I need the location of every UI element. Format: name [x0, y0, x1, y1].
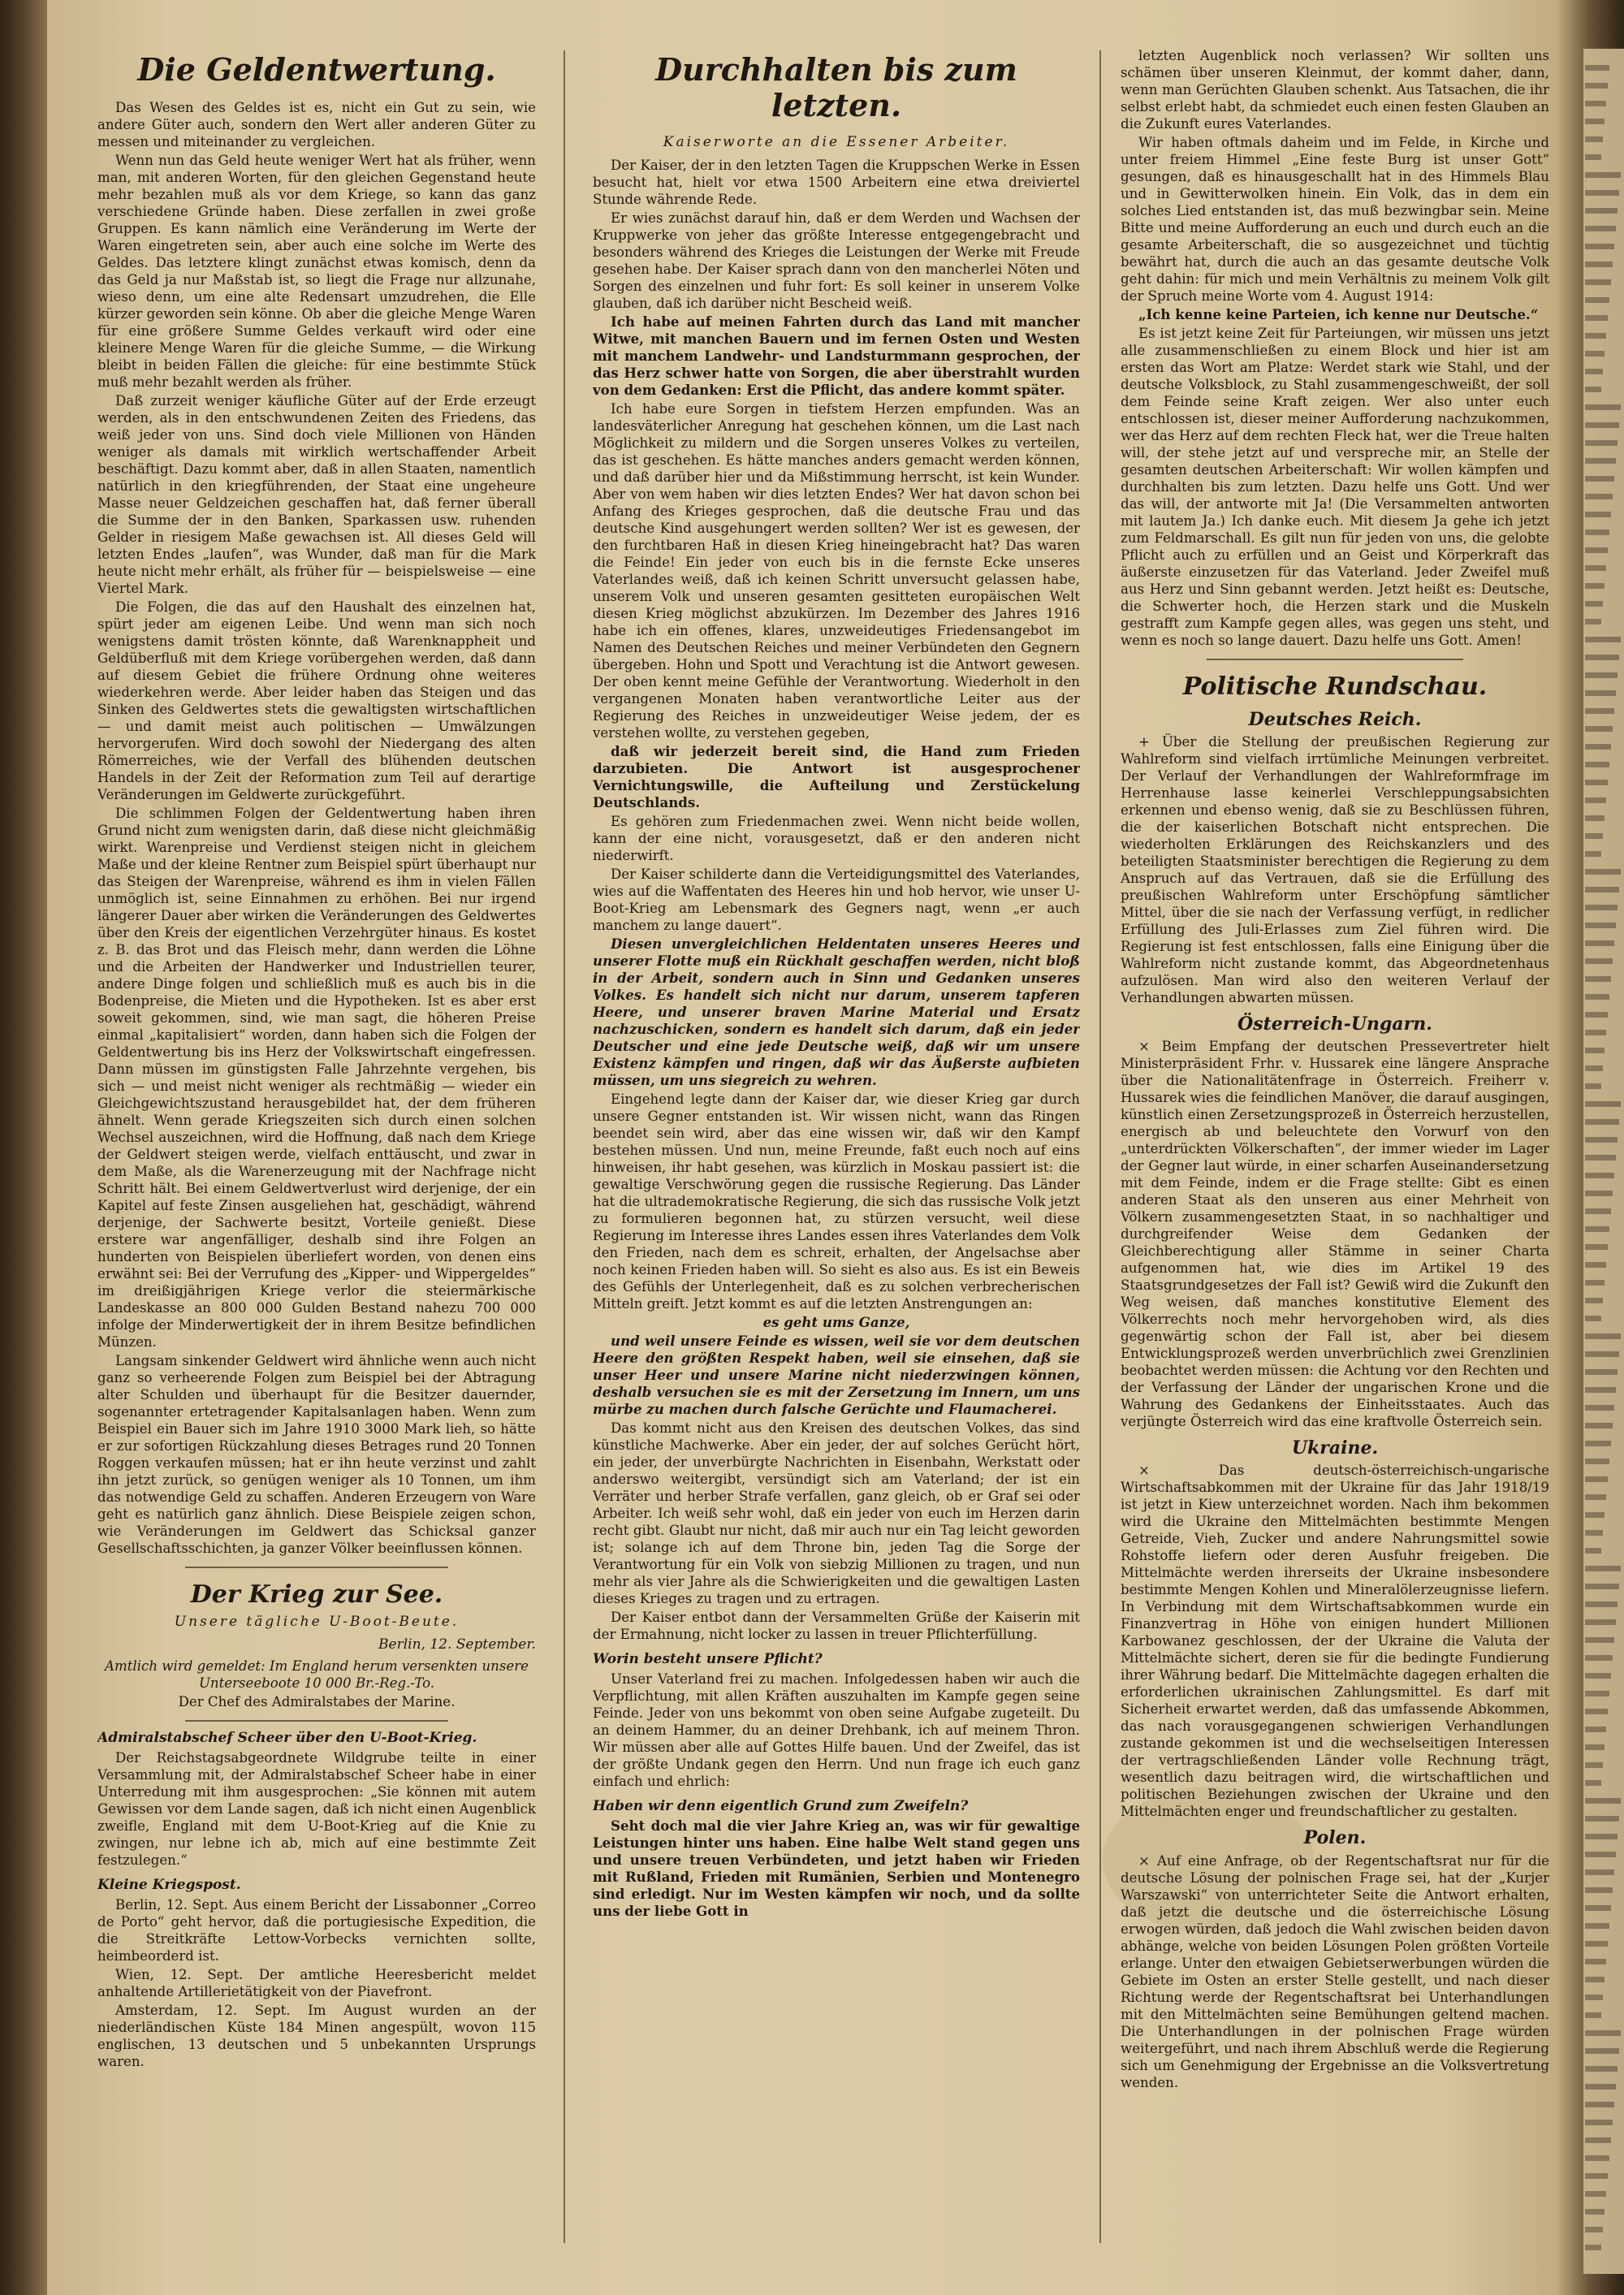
adjacent-page-text-line	[1585, 1887, 1613, 1893]
article-paragraph: Ich habe auf meinen Fahrten durch das Land mit mancher Witwe, mit manchen Bauern und im fernen Osten und Westen mit manchem Landwehr- und Landsturmmann gesprochen, der das Herz schwer hatte von Sorgen, die aber überstrahlt wurden von dem Gedanken: Erst die Pflicht, das andere kommt später.	[593, 313, 1080, 399]
dateline: Berlin, 12. September.	[378, 1636, 536, 1653]
adjacent-page-text-line	[1585, 1441, 1611, 1446]
adjacent-page-text-line	[1585, 1548, 1601, 1554]
adjacent-page-text-line	[1585, 1601, 1618, 1607]
adjacent-page-text-line	[1585, 2066, 1618, 2072]
column-right	[1121, 47, 1549, 2272]
adjacent-page-text-line	[1585, 869, 1621, 875]
adjacent-page-text-line	[1585, 1298, 1603, 1303]
adjacent-page-text-line	[1585, 1637, 1614, 1643]
adjacent-page-text-line	[1585, 512, 1611, 517]
adjacent-page-text-line	[1585, 940, 1614, 946]
article-paragraph: Der Kaiser schilderte dann die Verteidigungsmittel des Vaterlandes, wies auf die Waffentaten des Heeres hin und hob hervor, wie unser U-Boot-Krieg am Lebensmark des Gegners nagt, wenn „er auch manchem zu lange dauert“.	[593, 867, 1080, 934]
article-paragraph: daß wir jederzeit bereit sind, die Hand zum Frieden darzubieten. Die Antwort ist ausgesprochener Vernichtungswille, die Aufteilung und Zerstückelung Deutschlands.	[593, 743, 1080, 811]
adjacent-page-text-line	[1585, 404, 1621, 410]
article-paragraph: Es gehören zum Friedenmachen zwei. Wenn nicht beide wollen, kann der eine nicht, vorausgesetzt, daß er den anderen nicht niederwirft.	[593, 814, 1080, 864]
adjacent-page-text-line	[1585, 708, 1614, 714]
adjacent-page-text-line	[1585, 65, 1609, 71]
adjacent-page-text-line	[1585, 2191, 1606, 2197]
adjacent-page-text-line	[1585, 1995, 1603, 2000]
adjacent-page-text-line	[1585, 1316, 1601, 1321]
adjacent-page-text-line	[1585, 905, 1618, 910]
book-binding-left	[0, 0, 47, 2295]
adjacent-page-text-line	[1585, 1476, 1608, 1482]
article-paragraph: Wir haben oftmals daheim und im Felde, in Kirche und unter freiem Himmel „Eine feste Burg ist unser Gott“ gesungen, daß es hinausgeschallt hat in des Himmels Blau und in Gewitterwolken hinein. Ein Volk, das in dem ein solches Lied entstanden ist, das muß bezwingbar sein. Meine Bitte und meine Aufforderung an euch und durch euch an die gesamte Arbeiterschaft, die so ausgezeichnet und tüchtig bewährt hat, durch die auch an das gesamte deutsche Volk geht dahin: für mich und mein Verhältnis zu meinem Volk gilt der Spruch meine Worte vom 4. August 1914:	[1121, 135, 1549, 304]
section-divider	[1207, 659, 1464, 660]
adjacent-page-text-line	[1585, 1959, 1606, 1964]
article-paragraph: Der Chef des Admiralstabes der Marine.	[178, 1694, 456, 1710]
adjacent-page-text-line	[1585, 261, 1613, 267]
adjacent-page-text-line	[1585, 351, 1605, 357]
article-paragraph: × Beim Empfang der deutschen Pressevertreter hielt Ministerpräsident Frhr. v. Hussarek eine längere Ansprache über die Nationalitätenfrage in Österreich. Freiherr v. Hussarek wies die feindlichen Manöver, die darauf ausgingen, künstlich einen Zersetzungsprozeß in Österreich herzustellen, energisch ab und beleuchtete den Vorwurf von den „unterdrückten Völkerschaften“, der immer wieder im Lager der Gegner laut würde, in einer scharfen Auseinandersetzung mit dem Feinde, indem er die Frage stellte: Gibt es einen anderen Staat als den unseren aus einer Mehrheit von Völkern zusammengesetzten Staat, in so nachhaltiger und durchgreifender Weise dem Gedanken der Gleichberechtigung aller Stämme in seiner Charta aufgenommen hat, wie dies im Artikel 19 des Staatsgrundgesetzes der Fall ist? Gewiß wird die Zukunft den Weg weisen, daß manches konstitutive Element des Völkerrechts noch mehr hervorgehoben wird, als dies gegenwärtig schon der Fall ist, aber bei diesem Entwicklungsprozeß werden unverbrüchlich zwei Grenzlinien beobachtet werden müssen: die Achtung vor den Rechten und der Verfassung der Länder der ungarischen Krone und die Wahrung des Gedankens der Einheitsstaates. Auch das verjüngte Österreich wird das eine kraftvolle Österreich sein.	[1121, 1039, 1549, 1430]
adjacent-page-text-line	[1585, 994, 1609, 1000]
headline-ukraine: Ukraine.	[1291, 1437, 1379, 1459]
article-paragraph: Wenn nun das Geld heute weniger Wert hat als früher, wenn man, mit anderen Worten, für den gleichen Gegenstand heute mehr bezahlen muß als vor dem Kriege, so kann das ganz verschiedene Gründe haben. Diese zerfallen in zwei große Gruppen. Es kann nämlich eine Veränderung im Werte der Waren eingetreten sein, aber auch eine solche im Werte des Geldes. Das letztere klingt zunächst etwas komisch, denn da das Geld ja nur Maßstab ist, so liegt die Frage nur allzunahe, wieso denn, um eine alte Redensart umzudrehen, die Elle kürzer geworden sein könne. Ob aber die gleiche Menge Waren für eine größere Summe Geldes verkauft wird oder eine kleinere Menge Waren für die gleiche Summe, — die Wirkung bleibt in beiden Fällen die gleiche: für eine bestimmte Stück muß mehr bezahlt werden als früher.	[97, 152, 536, 390]
article-paragraph: Er wies zunächst darauf hin, daß er dem Werden und Wachsen der Kruppwerke von jeher das größte Interesse entgegengebracht und besonders während des Krieges die Leistungen der Werke mit Freude gesehen habe. Der Kaiser sprach dann von den mancherlei Nöten und Sorgen des einzelnen und fuhr fort: Es soll keiner in unserem Volke glauben, daß ich darüber nicht Bescheid weiß.	[593, 210, 1080, 312]
adjacent-page-text-line	[1585, 458, 1616, 464]
adjacent-page-text-line	[1585, 1012, 1608, 1018]
adjacent-page-text-line	[1585, 1065, 1603, 1071]
adjacent-page-text-line	[1585, 690, 1616, 696]
article-paragraph: × Auf eine Anfrage, ob der Regentschaftsrat nur für die deutsche Lösung der polnischen Frage sei, hat der „Kurjer Warszawski“ von unterrichteter Seite die Antwort erhalten, daß jetzt die deutsche und die österreichische Lösung erwogen würden, daß jedoch die Wahl zwischen beiden davon abhänge, welche von beiden Lösungen Polen größten Vorteile erlange. Unter den etwaigen Gebietserwerbungen würden die Gebiete im Osten an erster Stelle gestellt, und nach dieser Richtung werde der Regentschaftsrat bei Unterhandlungen mit den Mittelmächten seine Bemühungen geltend machen. Die Unterhandlungen in der polnischen Frage würden weitergeführt, und nach ihrem Abschluß werde die Regierung sich um Genehmigung der Ergebnisse an die Volksvertretung wenden.	[1121, 1852, 1549, 2090]
adjacent-page-text-line	[1585, 1083, 1601, 1089]
article-paragraph: Der Reichstagsabgeordnete Wildgrube teilte in einer Versammlung mit, der Admiralstabschef Scheer habe in einer Unterredung mit ihm ausgesprochen: „Sie können mit autem Gewissen vor dem Lande sagen, daß ich nicht einen Augenblick zweifle, England mit dem U-Boot-Krieg auf die Knie zu zwingen, nur lebne ich ab, mich auf eine bestimmte Zeit festzulegen.“	[97, 1750, 536, 1869]
adjacent-page-text-line	[1585, 815, 1605, 821]
adjacent-page-text-line	[1585, 1923, 1609, 1929]
adjacent-page-text-line	[1585, 476, 1614, 482]
adjacent-page-text-line	[1585, 1762, 1603, 1768]
adjacent-page-text-line	[1585, 2012, 1601, 2018]
adjacent-page-text-line	[1585, 1584, 1619, 1589]
adjacent-page-text-line	[1585, 565, 1606, 571]
article-paragraph: Das kommt nicht aus den Kreisen des deutschen Volkes, das sind künstliche Machwerke. Aber ein jeder, der auf solches Gerücht hört, ein jeder, der unverbürgte Nachrichten in Eisenbahn, Werkstatt oder anderswo weitergibt, versündigt sich am Vaterland; der ist ein Verräter und herber Strafe verfallen, ganz gleich, ob er Graf sei oder Arbeiter. Ich weiß sehr wohl, daß ein jeder von euch im Herzen darin recht gibt. Glaubt nur nicht, daß mir auch nur ein Tag leicht geworden ist; solange ich auf dem Throne bin, jeden Tag die Sorge der Verantwortung für ein Volk von siebzig Millionen zu tragen, und nun mehr als vier Jahre als die Schwierigkeiten und die gewaltigen Lasten dieses Krieges zu tragen und zu ertragen.	[593, 1420, 1080, 1607]
adjacent-page-text-line	[1585, 1333, 1621, 1339]
article-paragraph: Die schlimmen Folgen der Geldentwertung haben ihren Grund nicht zum wenigsten darin, daß diese nicht gleichmäßig wirkt. Warenpreise und Verdienst steigen nicht in gleichem Maße und der kleine Rentner zum Beispiel spürt überhaupt nur das Steigen der Warenpreise, während es ihm in vielen Fällen unmöglich ist, seine Einnahmen zu erhöhen. Bei nur irgend längerer Dauer aber wirken die Veränderungen des Geldwertes über den Kreis der eigentlichen Verzehrgüter hinaus. Es kostet z. B. das Brot und das Fleisch mehr, dann werden die Löhne und die Arbeiten der Handwerker und Industriellen teurer, andere Dinge folgen und schließlich muß es auch bis in die Bodenpreise, die Mieten und die Hypotheken. Ist es aber erst soweit gekommen, sind, wie man sagt, die höheren Preise einmal „kapitalisiert“ worden, dann haben sich die Folgen der Geldentwertung bis ins Herz der Volkswirtschaft eingefressen. Dann müssen im günstigsten Falle Jahrzehnte vergehen, bis sich — und meist nicht weniger als rechtmäßig — wieder ein Gleichgewichtszustand herausgebildet hat, der dem früheren ähnelt. Wenn gerade Kriegszeiten sich durch einen solchen Wechsel auszeichnen, wird die Hoffnung, daß nach dem Kriege der Geldwert steigen werde, vielfach enttäuscht, und zwar in dem Maße, als die Warenerzeugung mit der Nachfrage nicht Schritt hält. Bei einem Geldwertverlust wird derjenige, der ein Kapitel auf feste Zinsen ausgeliehen hat, geschädigt, während derjenige, der Sachwerte besitzt, Vorteile genießt. Diese erstere war angenfälliger, deshalb sind ihre Folgen an hunderten von Beispielen überliefert worden, von denen eins erwähnt sei: Bei der Verrufung des „Kipper- und Wippergeldes“ im dreißigjährigen Kriege verlor die steiermärkische Landeskasse an 800 000 Gulden Bestand nahezu 700 000 infolge der Minderwertigkeit der in ihrem Besitze befindlichen Münzen.	[97, 805, 536, 1350]
adjacent-page-text-line	[1585, 1798, 1621, 1804]
adjacent-page-text-line	[1585, 2209, 1605, 2215]
headline-deutsches-reich: Deutsches Reich.	[1248, 708, 1422, 730]
adjacent-page-text-line	[1585, 619, 1601, 625]
adjacent-page-text-line	[1585, 1226, 1609, 1232]
adjacent-page-text-line	[1585, 672, 1618, 678]
adjacent-page-text-line	[1585, 1244, 1608, 1250]
adjacent-page-text-line	[1585, 1780, 1601, 1786]
section-heading: Kleine Kriegspost.	[97, 1877, 241, 1894]
adjacent-page-text-line	[1585, 333, 1606, 339]
adjacent-page-text-line	[1585, 958, 1613, 964]
adjacent-page-text-line	[1585, 1869, 1614, 1875]
adjacent-page-text-line	[1585, 494, 1613, 499]
adjacent-page-text-line	[1585, 1673, 1611, 1679]
adjacent-page-text-line	[1585, 279, 1611, 285]
adjacent-page-text-line	[1585, 136, 1603, 142]
section-divider	[185, 1567, 448, 1568]
adjacent-page-text-line	[1585, 1173, 1614, 1178]
subheadline: Unsere tägliche U-Boot-Beute.	[174, 1614, 460, 1631]
article-paragraph: × Das deutsch-österreichisch-ungarische Wirtschaftsabkommen mit der Ukraine für das Jahr 1918/19 ist jetzt in Kiew unterzeichnet worden. Nach ihm bekommen wird die Ukraine den Mittelmächten bestimmte Mengen Getreide, Vieh, Zucker und andere Nahrungsmittel sowie Rohstoffe liefern oder deren Ausfuhr freigeben. Die Mittelmächte werden ihrerseits der Ukraine insbesondere bestimmte Mengen Kohlen und Mineralölerzeugnisse liefern. In Verbindung mit dem Wirtschaftsabkommen wurde ein Finanzvertrag in Höhe von einigen hundert Millionen Karbowanez geschlossen, der der Ukraine die Valuta der Mittelmächte sichert, deren sie für die bedingte Fundierung ihrer Währung bedarf. Die Mittelmächte dagegen erhalten die erforderlichen ukrainischen Zahlungsmittel. Es darf mit Sicherheit erwartet werden, daß das umfassende Abkommen, das nach vorausgegangenen schwierigen Verhandlungen zustande gekommen ist und die wechselseitigen Interessen der vertragschließenden Länder volle Rechnung trägt, wesentlich dazu beitragen wird, die wirtschaftlichen und politischen Beziehungen zwischen der Ukraine und den Mittelmächten enger und freundschaftlicher zu gestalten.	[1121, 1463, 1549, 1820]
adjacent-page-text-line	[1585, 1191, 1613, 1196]
article-paragraph: Berlin, 12. Sept. Aus einem Bericht der Lissabonner „Correo de Porto“ geht hervor, daß die portugiesische Expedition, die die Streitkräfte Lettow-Vorbecks vernichten sollte, heimbeorderd ist.	[97, 1897, 536, 1964]
adjacent-page-text-line	[1585, 2120, 1613, 2125]
adjacent-page-text-line	[1585, 297, 1609, 303]
adjacent-page-text-line	[1585, 1101, 1621, 1107]
article-paragraph: Die Folgen, die das auf den Haushalt des einzelnen hat, spürt jeder am eigenen Leibe. Und wenn man sich noch wenigstens damit trösten könnte, daß Warenknappheit und Geldüberfluß mit dem Kriege vorübergehen werden, daß dann auf diesem Gebiet die frühere Ordnung ohne weiteres wiederkehren werde. Aber leider haben das Steigen und das Sinken des Geldwertes stets die gewaltigsten wirtschaftlichen — und damit meist auch politischen — Umwälzungen hervorgerufen. Wird doch sowohl der Niedergang des alten Römerreiches, wie der Verfall des blühenden deutschen Handels in der Zeit der Reformation zum Teil auf derartige Veränderungen im Geldwerte zurückgeführt.	[97, 599, 536, 802]
adjacent-page-text-line	[1585, 1048, 1605, 1053]
adjacent-page-text-line	[1585, 1459, 1609, 1464]
adjacent-page-text-line	[1585, 1941, 1608, 1947]
adjacent-page-text-line	[1585, 1566, 1621, 1571]
column-rule	[1099, 50, 1101, 2243]
article-paragraph: letzten Augenblick noch verlassen? Wir sollten uns schämen über unseren Kleinmut, der kommt daher, dann, wenn man Gerüchten Glauben schenkt. Aus Tatsachen, die ihr selbst erlebt habt, da schmiedet euch einen festen Glauben an die Zukunft eures Vaterlandes.	[1121, 48, 1549, 132]
adjacent-page-text-line	[1585, 851, 1601, 857]
adjacent-page-text-line	[1585, 226, 1616, 231]
adjacent-page-text-line	[1585, 154, 1601, 160]
adjacent-page-text-line	[1585, 244, 1614, 249]
adjacent-page-text-line	[1585, 976, 1611, 982]
adjacent-page-text-line	[1585, 422, 1619, 428]
adjacent-page-text-line	[1585, 2155, 1609, 2161]
adjacent-page-text-line	[1585, 1655, 1613, 1661]
adjacent-page-text-line	[1585, 547, 1608, 553]
adjacent-page-text-line	[1585, 315, 1608, 321]
adjacent-page-text-line	[1585, 1208, 1611, 1214]
adjacent-page-text-line	[1585, 887, 1619, 892]
adjacent-page-text-line	[1585, 1727, 1606, 1732]
adjacent-page-text-line	[1585, 2245, 1601, 2250]
adjacent-page-text-line	[1585, 1405, 1614, 1411]
adjacent-page-text-line	[1585, 923, 1616, 928]
adjacent-page-text-line	[1585, 797, 1606, 803]
adjacent-page-text-line	[1585, 726, 1613, 732]
adjacent-page-text-line	[1585, 2173, 1608, 2179]
article-paragraph: Diesen unvergleichlichen Heldentaten unseres Heeres und unserer Flotte muß ein Rückhalt geschaffen werden, nicht bloß in der Arbeit, sondern auch in Sinn und Gedanken unseres Volkes. Es handelt sich nicht nur darum, unserem tapferen Heere, und unserer braven Marine Material und Ersatz nachzuschicken, sondern es handelt sich darum, daß ein jeder Deutscher und eine jede Deutsche weiß, daß wir um unsere Existenz kämpfen und ringen, daß wir das Äußerste aufbieten müssen, um uns siegreich zu wehren.	[593, 936, 1080, 1089]
adjacent-page-text-line	[1585, 1423, 1613, 1428]
adjacent-page-text-line	[1585, 1816, 1619, 1822]
adjacent-page-text-line	[1585, 119, 1605, 124]
headline-polen: Polen.	[1303, 1827, 1367, 1849]
adjacent-page-text-line	[1585, 1512, 1605, 1518]
adjacent-page-text-line	[1585, 1619, 1616, 1625]
adjacent-page-text-line	[1585, 83, 1608, 89]
article-paragraph: es geht ums Ganze,	[762, 1314, 910, 1331]
section-heading: Worin besteht unsere Pflicht?	[593, 1651, 823, 1668]
adjacent-page-text-line	[1585, 1530, 1603, 1536]
article-paragraph: und weil unsere Feinde es wissen, weil sie vor dem deutschen Heere den größten Respekt haben, weil sie einsehen, daß sie unser Heer und unsere Marine nicht niederzwingen können, deshalb versuchen sie es mit der Zersetzung im Innern, um uns mürbe zu machen durch falsche Gerüchte und Flaumacherei.	[593, 1333, 1080, 1418]
adjacent-page-text-line	[1585, 440, 1618, 446]
article-paragraph: Seht doch mal die vier Jahre Krieg an, was wir für gewaltige Leistungen hinter uns haben. Eine halbe Welt stand gegen uns und unsere treuen Verbündeten, und jetzt haben wir Frieden mit Rußland, Frieden mit Rumänien, Serbien und Montenegro sind erledigt. Nur im Westen kämpfen wir noch, und da sollte uns der liebe Gott in	[593, 1817, 1080, 1920]
adjacent-page-text-line	[1585, 1834, 1618, 1839]
headline-sterreich-ungarn: Österreich-Ungarn.	[1237, 1013, 1432, 1035]
column-rule	[564, 50, 565, 2243]
section-divider	[185, 1720, 448, 1722]
adjacent-page-text-line	[1585, 190, 1619, 196]
adjacent-page-text-line	[1585, 172, 1621, 178]
article-paragraph: Der Kaiser entbot dann der Versammelten Grüße der Kaiserin mit der Ermahnung, nicht locker zu lassen in treuer Pflichterfüllung.	[593, 1610, 1080, 1643]
article-paragraph: Amsterdam, 12. Sept. Im August wurden an der niederländischen Küste 184 Minen angespült, wovon 115 englischen, 13 deutschen und 5 unbekannten Ursprungs waren.	[97, 2003, 536, 2070]
adjacent-page-text-line	[1585, 637, 1621, 642]
adjacent-page-text-line	[1585, 2030, 1621, 2036]
adjacent-page-text-line	[1585, 1852, 1616, 1857]
adjacent-page-text-line	[1585, 1691, 1609, 1696]
article-paragraph: Daß zurzeit weniger käufliche Güter auf der Erde erzeugt werden, als in den entschwundenen Zeiten des Friedens, das weiß jeder von uns. Sind doch viele Millionen von Händen weniger als damals mit wirklich wertschaffender Arbeit beschäftigt. Dazu kommt aber, daß in allen Staaten, namentlich natürlich in den kriegführenden, der Staat eine ungeheure Masse neuer Geldzeichen geschaffen hat, daß ferner überall die Summe der in den Banken, Sparkassen usw. ruhenden Gelder in riesigem Maße gewachsen ist. All dieses Geld will letzten Endes „laufen“, was Wunder, daß man für die Mark heute nicht mehr erhält, als früher für — beispielsweise — eine Viertel Mark.	[97, 392, 536, 596]
section-heading: Admiralstabschef Scheer über den U-Boot-Krieg.	[97, 1730, 477, 1747]
adjacent-page-text-line	[1585, 1119, 1619, 1125]
article-paragraph: Es ist jetzt keine Zeit für Parteiungen, wir müssen uns jetzt alle zusammenschließen zu einem Block und hier ist am ersten das Wort am Platze: Werdet stark wie Stahl, und der deutsche Volksblock, zu Stahl zusammengeschweißt, der soll dem Feinde seine Kraft zeigen. Wer also unter euch entschlossen ist, dieser meiner Aufforderung nachzukommen, wer das Herz auf dem rechten Fleck hat, wer die Treue halten will, der stehe jetzt auf und verspreche mir, an Stelle der gesamten deutschen Arbeiterschaft: Wir wollen kämpfen und durchhalten bis zum letzten. Dazu helfe uns Gott. Und wer das will, der antworte mit Ja! (Die Versammelten antworten mit lautem Ja.) Ich danke euch. Mit diesem Ja gehe ich jetzt zum Feldmarschall. Es gilt nun für jeden von uns, die gelobte Pflicht auch zu erfüllen und an Geist und Körperkraft das äußerste einzusetzen für das Vaterland. Jeder Zweifel muß aus Herz und Sinn gebannt werden. Jetzt heißt es: Deutsche, die Schwerter hoch, die Herzen stark und die Muskeln gestrafft zum Kampfe gegen alles, was gegen uns steht, und wenn es noch so lange dauert. Dazu helfe uns Gott. Amen!	[1121, 326, 1549, 648]
adjacent-page-text-line	[1585, 655, 1619, 660]
adjacent-page-text-line	[1585, 1137, 1618, 1143]
adjacent-page-text-line	[1585, 2048, 1619, 2054]
adjacent-page-text-line	[1585, 1387, 1616, 1393]
adjacent-page-text-line	[1585, 1280, 1605, 1286]
column-middle	[593, 47, 1080, 2272]
article-paragraph: Wien, 12. Sept. Der amtliche Heeresbericht meldet anhaltende Artillerietätigkeit von der Piavefront.	[97, 1967, 536, 2000]
column-left	[97, 47, 536, 2272]
adjacent-page-text-line	[1585, 2137, 1611, 2143]
adjacent-page-text-line	[1585, 1155, 1616, 1160]
article-paragraph: + Über die Stellung der preußischen Regierung zur Wahlreform sind vielfach irrtümliche Meinungen verbreitet. Der Verlauf der Verhandlungen der Wahlreformfrage im Herrenhause lasse keinerlei Verschleppungsabsichten erkennen und ebenso wenig, daß sie zu Beschlüssen führen, die der kaiserlichen Botschaft nicht entsprechen. Die wiederholten Erklärungen des Reichskanzlers und des beteiligten Staatsminister berechtigen die Regierung zu dem Anspruch auf das Vertrauen, daß sie die Erfüllung des preußischen Wahlreform unter Erschöpfung sämtlicher Mittel, über die sie nach der Verfassung verfügt, in redlicher Erfüllung des Juli-Erlasses zum Ziel führen wird. Die Regierung ist fest entschlossen, falls eine Einigung über die Wahlreform nicht zustande kommt, das Abgeordnetenhaus aufzulösen. Man wird also den weiteren Verlauf der Verhandlungen abwarten müssen.	[1121, 733, 1549, 1005]
adjacent-page-text-line	[1585, 1494, 1606, 1500]
article-paragraph: Langsam sinkender Geldwert wird ähnliche wenn auch nicht ganz so verheerende Folgen zum Beispiel bei der Abtragung alter Schulden und überhaupt für die Besitzer dauernder, sogenannter ertetragender Kapitalsanlagen haben. Wenn zum Beispiel ein Bauer sich im Jahre 1910 3000 Mark lieh, so hätte er zur sofortigen Rückzahlung dieses Betrages rund 20 Tonnen Roggen verkaufen müssen; hat er ihn heute verzinst und zahlt ihn jetzt zurück, so genügen weniger als 10 Tonnen, um ihm das notwendige Geld zu schaffen. Anderen Erzeugern von Ware geht es natürlich ganz ähnlich. Diese Beispiele zeigen schon, wie Veränderungen im Geldwert das Schicksal ganzer Gesellschaftsschichten, ja ganzer Völker beeinflussen können.	[97, 1352, 536, 1556]
headline-politische-rundschau: Politische Rundschau.	[1182, 672, 1488, 701]
subheadline: Kaiserworte an die Essener Arbeiter.	[663, 134, 1010, 151]
adjacent-page-text-line	[1585, 762, 1609, 767]
adjacent-page-text-line	[1585, 369, 1603, 374]
adjacent-page-text-line	[1585, 1351, 1619, 1357]
article-paragraph: Das Wesen des Geldes ist es, nicht ein Gut zu sein, wie andere Güter auch, sondern den Wert aller anderen Güter zu messen und miteinander zu vergleichen.	[97, 99, 536, 149]
adjacent-page-text-line	[1585, 1030, 1606, 1035]
adjacent-page-text-line	[1585, 2102, 1614, 2107]
adjacent-page-text-line	[1585, 529, 1609, 535]
adjacent-page-text-line	[1585, 1369, 1618, 1375]
newspaper-page	[47, 0, 1566, 2295]
adjacent-page-text-line	[1585, 1262, 1606, 1268]
adjacent-page-text-line	[1585, 101, 1606, 106]
adjacent-page-text-line	[1585, 2084, 1616, 2090]
adjacent-page-text-line	[1585, 744, 1611, 750]
article-paragraph: Ich habe eure Sorgen in tiefstem Herzen empfunden. Was an landesväterlicher Anregung hat geschehen können, um die Last nach Möglichkeit zu mildern und die Sorgen unseres Volkes zu verteilen, das ist geschehen. Es hätte manches anders gemacht werden können, und daß darüber hier und da Mißstimmung herrscht, ist kein Wunder. Aber von wem haben wir dies letzten Endes? Wer hat davon schon bei Anfang des Krieges gesprochen, daß die deutsche Frau und das deutsche Kind ausgehungert werden sollten? Wer ist es gewesen, der den furchtbaren Haß in diesen Krieg hineingebracht hat? Das waren die Feinde! Ein jeder von euch bis in die fernste Ecke unseres Vaterlandes weiß, daß ich keinen Schritt unversucht gelassen habe, unserem Volk und unseren gesamten gesitteten europäischen Welt diesen Krieg möglichst abzukürzen. Im Dezember des Jahres 1916 habe ich ein offenes, klares, unzweideutiges Friedensangebot im Namen des Deutschen Reiches und meiner Verbündeten den Gegnern übergeben. Hohn und Spott und Verachtung ist die Antwort gewesen. Der oben kennt meine Gefühle der Verantwortung. Wiederholt in den vergangenen Monaten haben verantwortliche Leiter aus der Regierung des Reiches in unzweideutiger Weise jedem, der es verstehen wollte, zu verstehen gegeben,	[593, 401, 1080, 741]
adjacent-page-text-line	[1585, 2227, 1603, 2232]
adjacent-page-text-line	[1585, 1905, 1611, 1911]
headline-die-geldentwertung: Die Geldentwertung.	[137, 51, 496, 88]
adjacent-page-text-line	[1585, 208, 1618, 214]
article-paragraph: Amtlich wird gemeldet: Im England herum versenkten unsere Unterseeboote 10 000 Br.-Reg.-To.	[105, 1658, 529, 1692]
adjacent-page-text-line	[1585, 833, 1603, 839]
headline-der-krieg-zur-see: Der Krieg zur See.	[190, 1580, 443, 1609]
article-paragraph: „Ich kenne keine Parteien, ich kenne nur Deutsche.“	[1138, 306, 1539, 322]
section-heading: Haben wir denn eigentlich Grund zum Zweifeln?	[593, 1798, 969, 1815]
article-paragraph: Unser Vaterland frei zu machen. Infolgedessen haben wir auch die Verpflichtung, mit allen Kräften auszuhalten im Kampfe gegen seine Feinde. Jeder von uns bekommt von oben seine Aufgabe zugeteilt. Du an deinem Hammer, du an deiner Drehbank, ich auf meinem Thron. Wir müssen aber alle auf Gottes Hilfe bauen. Und der Zweifel, das ist der größte Undank gegen den Herrn. Und nun frage ich euch ganz einfach und ehrlich:	[593, 1671, 1080, 1790]
adjacent-page-text-line	[1585, 780, 1608, 785]
adjacent-page-text-line	[1585, 1977, 1605, 1982]
adjacent-page-text-line	[1585, 583, 1605, 589]
adjacent-page-text-line	[1585, 601, 1603, 607]
adjacent-page-text-line	[1585, 1709, 1608, 1714]
adjacent-page-edge	[1583, 49, 1624, 2274]
headline-durchhalten-bis-zum-letzten: Durchhalten bis zum letzten.	[655, 51, 1017, 123]
adjacent-page-text-line	[1585, 1744, 1605, 1750]
adjacent-page-text-line	[1585, 387, 1601, 392]
article-paragraph: Eingehend legte dann der Kaiser dar, wie dieser Krieg gar durch unsere Gegner entstanden ist. Wir wissen nicht, wann das Ringen beendet sein wird, aber das eine wissen wir, daß wir den Kampf bestehen müssen. Und nun, meine Freunde, faßt euch noch auf eins hinweisen, ihr habt gesehen, was kürzlich in Moskau passiert ist: die gewaltige Verschwörung gegen die russische Regierung. Das Länder hat die ultrademokratische Regierung, die sich das russische Volk jetzt zu formulieren begonnen hat, zu stürzen versucht, weil diese Regierung im Interesse ihres Landes essen ihres Vaterlandes dem Volk den Frieden, nach dem es schreit, erhalten, der Angelsachse aber noch keinen Frieden haben will. So sieht es also aus. Es ist ein Beweis des Gefühls der Unterlegenheit, daß es zu solchen verbrecherischen Mitteln greift. Jetzt kommt es auf die letzten Anstrengungen an:	[593, 1091, 1080, 1312]
article-paragraph: Der Kaiser, der in den letzten Tagen die Kruppschen Werke in Essen besucht hat, hielt vor etwa 1500 Arbeitern eine etwa dreiviertel Stunde währende Rede.	[593, 158, 1080, 208]
